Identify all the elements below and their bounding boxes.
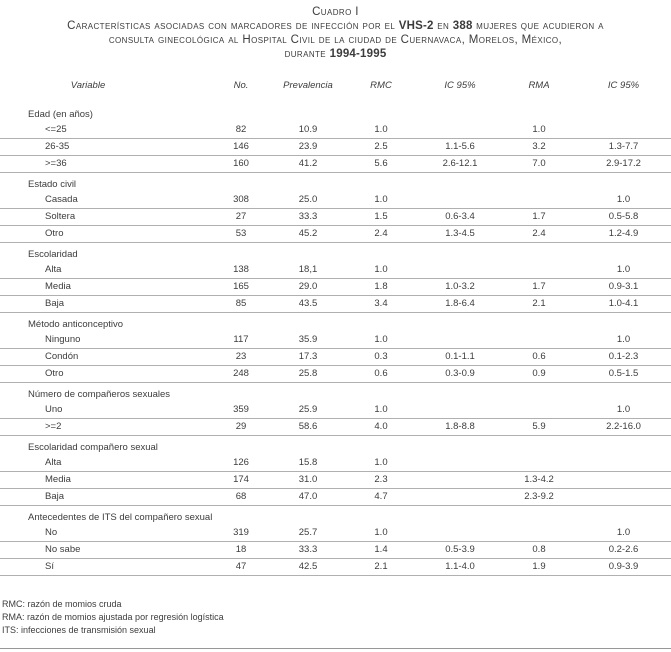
cell-rmc: 2.5 bbox=[374, 141, 388, 152]
table-row bbox=[0, 225, 671, 242]
section-label-row bbox=[0, 102, 671, 121]
cell-variable: 26-35 bbox=[45, 141, 70, 152]
cell-rma: 0.6 bbox=[532, 351, 546, 362]
cell-prevalencia: 35.9 bbox=[298, 333, 318, 345]
table-row bbox=[0, 208, 671, 225]
cell-rma bbox=[502, 191, 576, 208]
cell-prevalencia: 23.9 bbox=[298, 141, 318, 152]
cell-ic95-rma: 1.2-4.9 bbox=[608, 228, 639, 239]
cell-rmc: 2.1 bbox=[374, 561, 388, 572]
caption-line bbox=[0, 19, 671, 33]
cell-ic95-rmc: 0.6-3.4 bbox=[445, 211, 475, 222]
cell-prevalencia: 33.3 bbox=[298, 211, 318, 222]
caption-segment: consulta ginecológica al Hospital Civil de la ciudad de Cuernavaca, Morelos, México, bbox=[108, 34, 563, 46]
cell-ic95-rmc bbox=[418, 471, 502, 488]
cell-ic95-rmc bbox=[418, 331, 502, 348]
table-row bbox=[0, 191, 671, 208]
cell-prevalencia: 29.0 bbox=[298, 281, 318, 292]
caption-bold-segment: 388 bbox=[452, 20, 473, 32]
cell-prevalencia: 25.0 bbox=[298, 193, 318, 205]
cell-variable: Condón bbox=[45, 351, 79, 362]
cell-rma bbox=[502, 524, 576, 541]
cell-ic95-rmc: 1.3-4.5 bbox=[445, 228, 475, 239]
table-row bbox=[0, 295, 671, 312]
cell-ic95-rmc bbox=[418, 191, 502, 208]
cell-ic95-rma: 0.9-3.1 bbox=[608, 281, 639, 292]
caption-bold-segment: VHS-2 bbox=[398, 20, 434, 32]
table-row bbox=[0, 558, 671, 575]
cell-prevalencia: 31.0 bbox=[298, 474, 318, 485]
cell-ic95-rma: 0.5-1.5 bbox=[608, 368, 639, 379]
table-body bbox=[0, 102, 671, 575]
cell-rmc: 1.0 bbox=[374, 123, 388, 135]
footnotes bbox=[0, 598, 671, 637]
cell-ic95-rmc: 0.1-1.1 bbox=[445, 351, 475, 362]
cell-no: 18 bbox=[235, 544, 247, 555]
caption-segment: mujeres que acudieron a bbox=[472, 20, 604, 32]
cell-rmc: 1.0 bbox=[374, 403, 388, 415]
cell-no: 138 bbox=[233, 263, 249, 275]
cell-variable: >=2 bbox=[45, 421, 62, 432]
cell-rmc: 2.3 bbox=[374, 474, 388, 485]
cell-no: 68 bbox=[235, 491, 247, 502]
cell-rmc: 1.0 bbox=[374, 526, 388, 538]
caption-line bbox=[0, 47, 671, 61]
cell-ic95-rma: 1.3-7.7 bbox=[608, 141, 639, 152]
cell-rmc: 4.0 bbox=[374, 421, 388, 432]
cell-ic95-rma: 2.2-16.0 bbox=[606, 421, 641, 432]
cell-no: 146 bbox=[233, 141, 249, 152]
column-header-rmc: RMC bbox=[370, 80, 392, 91]
cell-variable: Sí bbox=[45, 561, 54, 572]
table-row bbox=[0, 261, 671, 278]
column-header-rma: RMA bbox=[528, 80, 550, 91]
cell-no: 117 bbox=[233, 333, 249, 345]
bottom-rule bbox=[0, 648, 671, 649]
cell-prevalencia: 43.5 bbox=[298, 298, 318, 309]
cell-variable: Alta bbox=[45, 263, 62, 275]
cell-rmc: 1.8 bbox=[374, 281, 388, 292]
footnote: ITS: infecciones de transmisión sexual bbox=[2, 624, 156, 635]
caption-bold-segment: 1994-1995 bbox=[329, 48, 387, 60]
footnote: RMC: razón de momios cruda bbox=[2, 598, 122, 609]
cell-variable: Media bbox=[45, 474, 71, 485]
cell-no: 174 bbox=[233, 474, 249, 485]
cell-rma: 1.3-4.2 bbox=[524, 474, 554, 485]
cell-variable: Otro bbox=[45, 228, 64, 239]
cell-rma: 2.1 bbox=[532, 298, 546, 309]
cell-no: 126 bbox=[233, 456, 249, 468]
cell-ic95-rmc: 1.1-5.6 bbox=[445, 141, 475, 152]
table-caption bbox=[0, 5, 671, 61]
cell-ic95-rma: 2.9-17.2 bbox=[606, 158, 641, 169]
table-row bbox=[0, 138, 671, 155]
cell-no: 165 bbox=[233, 281, 249, 292]
table-number: Cuadro I bbox=[312, 6, 359, 18]
cell-prevalencia: 25.8 bbox=[298, 368, 318, 379]
cell-prevalencia: 17.3 bbox=[298, 351, 318, 362]
footnote: RMA: razón de momios ajustada por regresión logística bbox=[2, 611, 224, 622]
column-header-variable: Variable bbox=[70, 80, 106, 91]
cell-ic95-rmc: 1.8-8.8 bbox=[445, 421, 475, 432]
cell-rmc: 1.0 bbox=[374, 456, 388, 468]
cell-ic95-rmc: 0.5-3.9 bbox=[445, 544, 475, 555]
cell-variable: Soltera bbox=[45, 211, 76, 222]
data-table bbox=[0, 78, 671, 576]
table-row bbox=[0, 121, 671, 138]
cell-ic95-rma bbox=[576, 488, 671, 505]
table-row bbox=[0, 331, 671, 348]
cell-no: 23 bbox=[235, 351, 247, 362]
table-row bbox=[0, 524, 671, 541]
cell-rma: 2.4 bbox=[532, 228, 546, 239]
cell-no: 29 bbox=[235, 421, 247, 432]
cell-no: 53 bbox=[235, 228, 247, 239]
cell-ic95-rmc: 1.1-4.0 bbox=[445, 561, 475, 572]
cell-rmc: 1.0 bbox=[374, 333, 388, 345]
cell-no: 359 bbox=[233, 403, 249, 415]
section-label: Método anticonceptivo bbox=[28, 319, 124, 330]
cell-no: 82 bbox=[235, 123, 247, 135]
cell-ic95-rma bbox=[576, 121, 671, 138]
cell-no: 160 bbox=[233, 158, 249, 169]
cell-ic95-rma: 1.0 bbox=[616, 263, 631, 275]
cell-no: 248 bbox=[233, 368, 249, 379]
cell-variable: Baja bbox=[45, 298, 65, 309]
cell-ic95-rma bbox=[576, 471, 671, 488]
cell-no: 47 bbox=[235, 561, 247, 572]
table-row bbox=[0, 155, 671, 172]
section-label-row bbox=[0, 312, 671, 331]
cell-variable: Uno bbox=[45, 403, 63, 415]
cell-ic95-rma: 1.0 bbox=[616, 193, 631, 205]
column-header-no: No. bbox=[233, 80, 249, 91]
cell-variable: No sabe bbox=[45, 544, 81, 555]
column-header-ic95-rma: IC 95% bbox=[607, 80, 640, 91]
table-row bbox=[0, 471, 671, 488]
cell-variable: Media bbox=[45, 281, 71, 292]
cell-variable: Alta bbox=[45, 456, 62, 468]
cell-rma: 1.7 bbox=[532, 281, 546, 292]
cell-prevalencia: 33.3 bbox=[298, 544, 318, 555]
cell-prevalencia: 41.2 bbox=[298, 158, 318, 169]
header-row bbox=[0, 78, 671, 102]
cell-ic95-rmc bbox=[418, 488, 502, 505]
cell-ic95-rmc bbox=[418, 401, 502, 418]
cell-variable: Otro bbox=[45, 368, 64, 379]
table-row bbox=[0, 348, 671, 365]
cell-variable: >=36 bbox=[45, 158, 67, 169]
cell-variable: Baja bbox=[45, 491, 65, 502]
cell-ic95-rma: 0.1-2.3 bbox=[608, 351, 639, 362]
cell-rmc: 1.4 bbox=[374, 544, 388, 555]
table-row bbox=[0, 401, 671, 418]
cell-rmc: 5.6 bbox=[374, 158, 388, 169]
cell-prevalencia: 25.9 bbox=[298, 403, 318, 415]
cell-no: 85 bbox=[235, 298, 247, 309]
cell-ic95-rma: 0.9-3.9 bbox=[608, 561, 639, 572]
cell-ic95-rmc: 2.6-12.1 bbox=[442, 158, 478, 169]
cell-rmc: 0.3 bbox=[374, 351, 388, 362]
caption-segment: durante bbox=[284, 48, 330, 60]
table-row bbox=[0, 488, 671, 505]
caption-segment: en bbox=[433, 20, 453, 32]
cell-ic95-rmc: 1.8-6.4 bbox=[445, 298, 475, 309]
cell-rma bbox=[502, 261, 576, 278]
cell-rma: 3.2 bbox=[532, 141, 546, 152]
cell-rma: 0.8 bbox=[532, 544, 546, 555]
cell-ic95-rmc bbox=[418, 454, 502, 471]
cell-rma: 0.9 bbox=[532, 368, 546, 379]
section-label: Estado civil bbox=[28, 179, 77, 190]
cell-rma: 5.9 bbox=[532, 421, 546, 432]
cell-variable: Ninguno bbox=[45, 333, 81, 345]
section-label: Escolaridad bbox=[28, 249, 78, 260]
cell-no: 27 bbox=[235, 211, 247, 222]
cell-ic95-rmc: 0.3-0.9 bbox=[445, 368, 475, 379]
cell-rma: 1.0 bbox=[532, 123, 546, 135]
cell-rmc: 4.7 bbox=[374, 491, 388, 502]
section-label: Escolaridad compañero sexual bbox=[28, 442, 158, 453]
section-label: Antecedentes de ITS del compañero sexual bbox=[28, 512, 213, 523]
cell-rma bbox=[502, 454, 576, 471]
cell-ic95-rma bbox=[576, 454, 671, 471]
cell-no: 319 bbox=[233, 526, 249, 538]
cell-ic95-rma: 1.0 bbox=[616, 403, 631, 415]
cell-ic95-rma: 0.2-2.6 bbox=[608, 544, 639, 555]
cell-ic95-rmc bbox=[418, 524, 502, 541]
cell-prevalencia: 10.9 bbox=[298, 123, 318, 135]
cell-no: 308 bbox=[233, 193, 249, 205]
cell-rma: 1.9 bbox=[532, 561, 546, 572]
cell-prevalencia: 45.2 bbox=[298, 228, 318, 239]
caption-line bbox=[0, 33, 671, 47]
column-header-ic95-rmc: IC 95% bbox=[444, 80, 476, 91]
cell-prevalencia: 42.5 bbox=[298, 561, 318, 572]
cell-prevalencia: 58.6 bbox=[298, 421, 318, 432]
cell-prevalencia: 15.8 bbox=[298, 456, 318, 468]
cell-ic95-rma: 1.0 bbox=[616, 526, 631, 538]
cell-rmc: 1.0 bbox=[374, 193, 388, 205]
cell-prevalencia: 18,1 bbox=[298, 263, 318, 275]
table-row bbox=[0, 278, 671, 295]
cell-rma bbox=[502, 331, 576, 348]
cell-prevalencia: 25.7 bbox=[298, 526, 318, 538]
cell-rma bbox=[502, 401, 576, 418]
table-caption-lines bbox=[0, 19, 671, 61]
cell-rma: 7.0 bbox=[532, 158, 546, 169]
table-row bbox=[0, 454, 671, 471]
caption-segment: Características asociadas con marcadores de infección por el bbox=[67, 20, 399, 32]
section-label: Edad (en años) bbox=[28, 109, 93, 120]
cell-rmc: 1.5 bbox=[374, 211, 388, 222]
cell-rma: 2.3-9.2 bbox=[524, 491, 554, 502]
section-label-row bbox=[0, 435, 671, 454]
cell-ic95-rmc: 1.0-3.2 bbox=[445, 281, 475, 292]
cell-rmc: 3.4 bbox=[374, 298, 388, 309]
section-label-row bbox=[0, 505, 671, 524]
section-label-row bbox=[0, 382, 671, 401]
cell-variable: <=25 bbox=[45, 123, 67, 135]
cell-prevalencia: 47.0 bbox=[298, 491, 318, 502]
cell-ic95-rma: 0.5-5.8 bbox=[608, 211, 639, 222]
cell-ic95-rma: 1.0 bbox=[616, 333, 631, 345]
cell-rmc: 1.0 bbox=[374, 263, 388, 275]
cell-variable: No bbox=[45, 526, 58, 538]
cell-ic95-rmc bbox=[418, 261, 502, 278]
section-label-row bbox=[0, 242, 671, 261]
cell-ic95-rma: 1.0-4.1 bbox=[608, 298, 639, 309]
cell-rma: 1.7 bbox=[532, 211, 546, 222]
table-row bbox=[0, 418, 671, 435]
cell-rmc: 2.4 bbox=[374, 228, 388, 239]
cell-rmc: 0.6 bbox=[374, 368, 388, 379]
section-label: Número de compañeros sexuales bbox=[28, 389, 171, 400]
table-row bbox=[0, 541, 671, 558]
cell-variable: Casada bbox=[45, 193, 78, 205]
cell-ic95-rmc bbox=[418, 121, 502, 138]
table-row bbox=[0, 365, 671, 382]
column-header-prevalencia: Prevalencia bbox=[283, 80, 333, 91]
section-label-row bbox=[0, 172, 671, 191]
